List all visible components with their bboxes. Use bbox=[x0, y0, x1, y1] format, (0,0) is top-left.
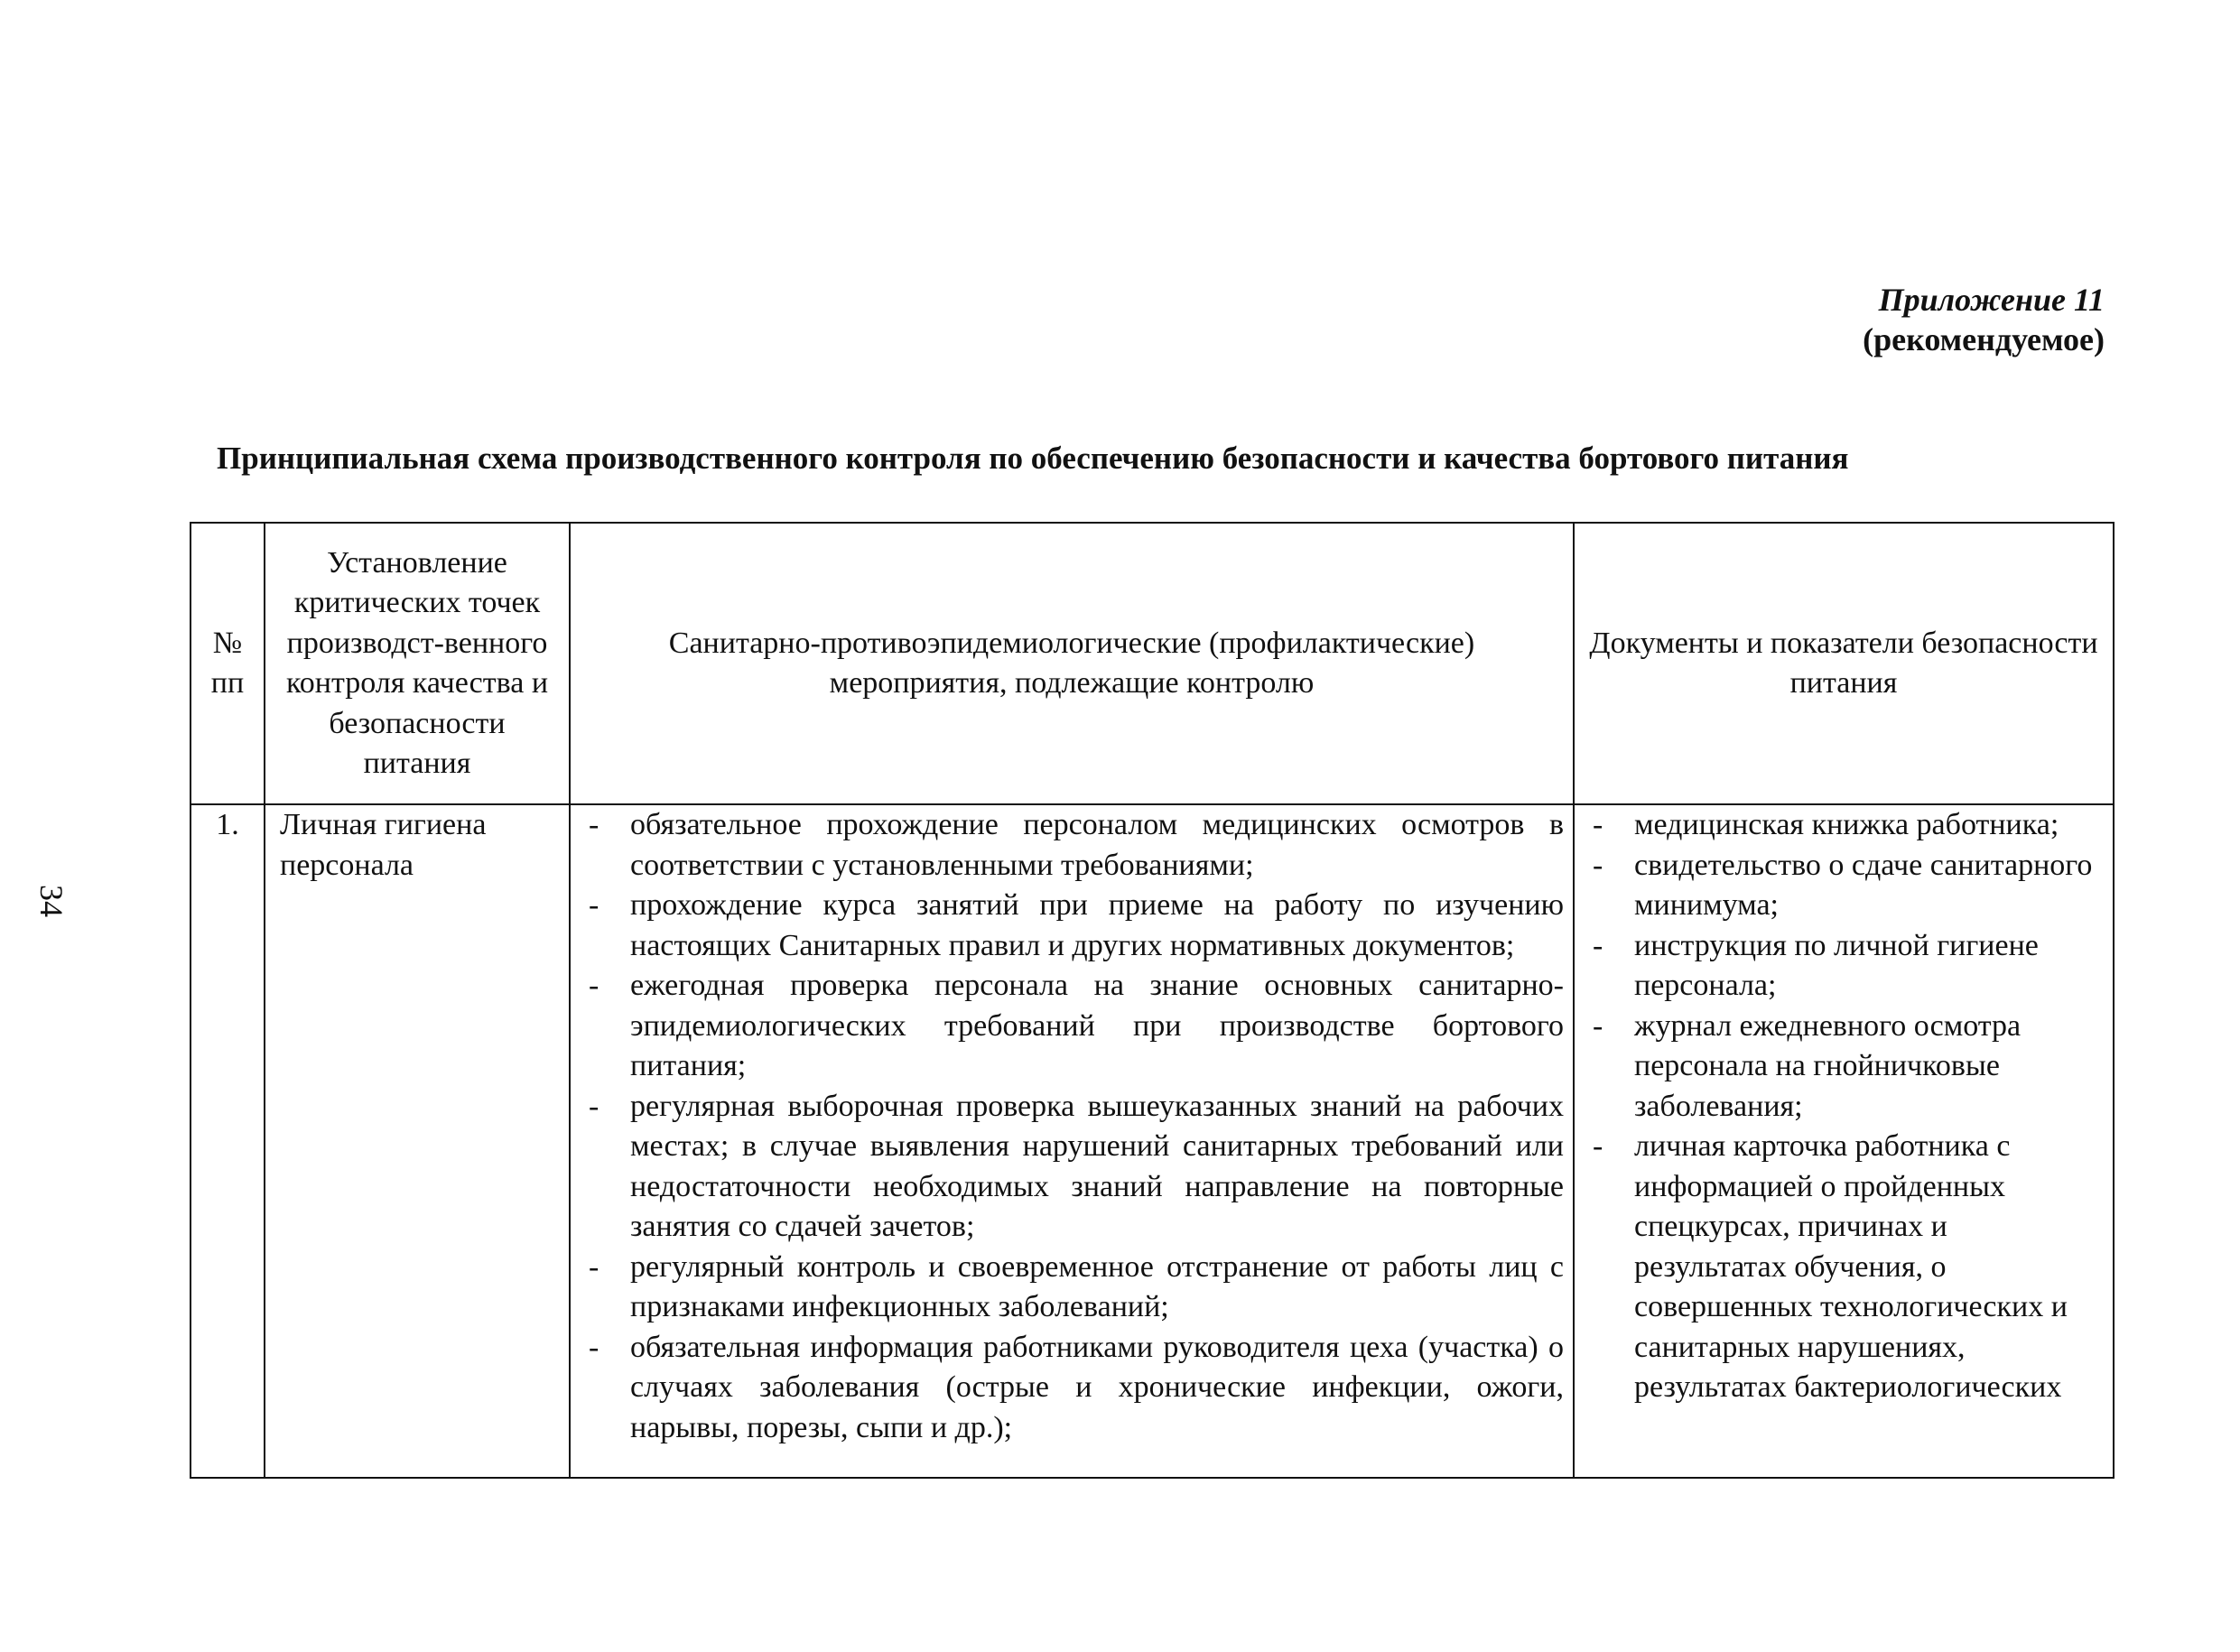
row-number: 1. bbox=[191, 804, 265, 1478]
measure-item: - обязательное прохождение персоналом медицинских осмотров в соответствии с установленными требованиями; bbox=[583, 805, 1564, 886]
header-critical-points: Установление критических точек производст-венного контроля качества и безопасности питания bbox=[265, 523, 570, 804]
control-schema-table bbox=[190, 522, 2115, 1479]
appendix-status: (рекомендуемое) bbox=[1863, 321, 2105, 357]
table-row bbox=[191, 804, 2114, 1478]
measure-item: - прохождение курса занятий при приеме на работу по изучению настоящих Санитарных правил и других нормативных документов; bbox=[583, 886, 1564, 966]
page-number: 34 bbox=[33, 885, 70, 917]
row-critical-point: Личная гигиена персонала bbox=[265, 804, 570, 1478]
appendix-label bbox=[1863, 280, 2105, 359]
header-documents: Документы и показатели безопасности питания bbox=[1574, 523, 2114, 804]
measure-item: - ежегодная проверка персонала на знание основных санитарно-эпидемиологических требований при производстве бортового питания; bbox=[583, 966, 1564, 1087]
document-item: - инструкция по личной гигиене персонала; bbox=[1587, 926, 2104, 1007]
document-item: - журнал ежедневного осмотра персонала на гнойничковые заболевания; bbox=[1587, 1007, 2104, 1128]
document-item: - свидетельство о сдаче санитарного минимума; bbox=[1587, 846, 2104, 926]
header-measures: Санитарно-противоэпидемиологические (профилактические) мероприятия, подлежащие контролю bbox=[570, 523, 1574, 804]
appendix-number: Приложение 11 bbox=[1878, 282, 2105, 318]
row-measures bbox=[570, 804, 1574, 1478]
table-header-row bbox=[191, 523, 2114, 804]
measure-item: - регулярный контроль и своевременное отстранение от работы лиц с признаками инфекционных заболеваний; bbox=[583, 1248, 1564, 1328]
document-item: - медицинская книжка работника; bbox=[1587, 805, 2104, 846]
header-number: № пп bbox=[191, 523, 265, 804]
document-item: - личная карточка работника с информацией о пройденных спецкурсах, причинах и результатах обучения, о совершенных технологических и санитарных нарушениях, результатах бактериологических bbox=[1587, 1127, 2104, 1408]
measure-item: - обязательная информация работниками руководителя цеха (участка) о случаях заболевания (острые и хронические инфекции, ожоги, нарывы, порезы, сыпи и др.); bbox=[583, 1328, 1564, 1449]
document-title: Принципиальная схема производственного контроля по обеспечению безопасности и качества бортового питания bbox=[217, 441, 1849, 476]
row-documents bbox=[1574, 804, 2114, 1478]
measure-item: - регулярная выборочная проверка вышеуказанных знаний на рабочих местах; в случае выявления нарушений санитарных требований или недостаточности необходимых знаний направление на повторные занятия со сдачей зачетов; bbox=[583, 1087, 1564, 1248]
